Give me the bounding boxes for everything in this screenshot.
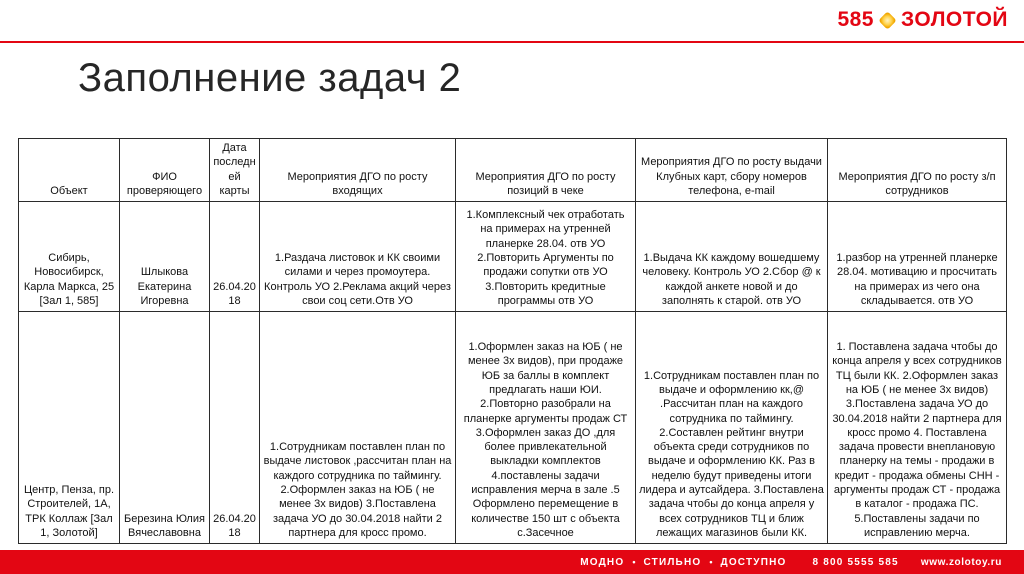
cell-check-positions-actions: 1.Оформлен заказ на ЮБ ( не менее 3х видов), при продаже ЮБ за баллы в комплект предлагать наши ЮИ. 2.Повторно разобрали на планерке аргументы продаж СТ 3.Оформлен заказ ДО ,для более привлекательной выкладки комплектов 4.поставлены задачи исправления мерча в зале .5 Оформлено перемещение в количестве 150 шт с объекта с.Засечное bbox=[456, 312, 636, 544]
brand-name: ЗОЛОТОЙ bbox=[901, 8, 1008, 31]
gold-diamond-icon bbox=[878, 11, 896, 29]
table-row bbox=[19, 312, 1007, 544]
footer-phone: 8 800 5555 585 bbox=[812, 556, 899, 568]
cell-club-cards-actions: 1.Сотрудникам поставлен план по выдаче и оформлению кк,@ .Рассчитан план на каждого сотрудника по таймингу. 2.Составлен рейтинг внутри объекта среди сотрудников по выдаче и оформлению КК. Раз в неделю будут приведены итоги лидера и аутсайдера. 3.Поставлена задача чтобы до конца апреля у всех сотрудников ТЦ и ближ лежащих магазинов были КК. bbox=[636, 312, 828, 544]
footer-slogan-item: ДОСТУПНО bbox=[720, 556, 787, 568]
footer-slogan-item: СТИЛЬНО bbox=[643, 556, 702, 568]
cell-salary-actions: 1. Поставлена задача чтобы до конца апреля у всех сотрудников ТЦ были КК. 2.Оформлен заказ на ЮБ ( не менее 3х видов) 3.Поставлена задача УО до 30.04.2018 найти 2 партнера для кросс промо 4. Поставлена задача провести внеплановую планерку на темы - продажи в кредит - продажа обмены СНН - аргументы продаж СТ - продажа в каталог - продажа ПС. 5.Поставлены задачи по исправлению мерча. bbox=[828, 312, 1007, 544]
cell-inspector-name: Березина Юлия Вячеславовна bbox=[120, 312, 210, 544]
cell-last-card-date: 26.04.2018 bbox=[210, 312, 260, 544]
footer-website: www.zolotoy.ru bbox=[920, 556, 1002, 568]
table-row bbox=[19, 202, 1007, 312]
cell-object: Сибирь, Новосибирск, Карла Маркса, 25 [Зал 1, 585] bbox=[19, 202, 120, 312]
slide-title: Заполнение задач 2 bbox=[78, 56, 462, 100]
col-header-club-cards-actions: Мероприятия ДГО по росту выдачи Клубных карт, сбору номеров телефона, e-mail bbox=[636, 139, 828, 202]
table-header-row bbox=[19, 139, 1007, 202]
cell-inspector-name: Шлыкова Екатерина Игоревна bbox=[120, 202, 210, 312]
col-header-salary-actions: Мероприятия ДГО по росту з/п сотрудников bbox=[828, 139, 1007, 202]
footer-separator-dot: • bbox=[632, 557, 636, 567]
footer-bar bbox=[0, 550, 1024, 574]
header-divider bbox=[0, 41, 1024, 43]
cell-salary-actions: 1.разбор на утренней планерке 28.04. мотивацию и просчитать на примерах из чего она складывается. отв УО bbox=[828, 202, 1007, 312]
col-header-object: Объект bbox=[19, 139, 120, 202]
tasks-table bbox=[18, 138, 1007, 544]
brand-logo bbox=[837, 8, 1008, 32]
cell-object: Центр, Пенза, пр. Строителей, 1А, ТРК Коллаж [Зал 1, Золотой] bbox=[19, 312, 120, 544]
col-header-inspector-name: ФИО проверяющего bbox=[120, 139, 210, 202]
col-header-incoming-actions: Мероприятия ДГО по росту входящих bbox=[260, 139, 456, 202]
brand-number: 585 bbox=[837, 8, 874, 31]
cell-incoming-actions: 1.Раздача листовок и КК своими силами и через промоутера. Контроль УО 2.Реклама акций через свои соц сети.Отв УО bbox=[260, 202, 456, 312]
cell-club-cards-actions: 1.Выдача КК каждому вошедшему человеку. Контроль УО 2.Сбор @ к каждой анкете новой и до заполнять к старой. отв УО bbox=[636, 202, 828, 312]
col-header-last-card-date: Дата последней карты bbox=[210, 139, 260, 202]
footer-slogan-item: МОДНО bbox=[580, 556, 625, 568]
cell-last-card-date: 26.04.2018 bbox=[210, 202, 260, 312]
footer-separator-dot: • bbox=[709, 557, 713, 567]
col-header-check-positions-actions: Мероприятия ДГО по росту позиций в чеке bbox=[456, 139, 636, 202]
cell-incoming-actions: 1.Сотрудникам поставлен план по выдаче листовок ,рассчитан план на каждого сотрудника по таймингу. 2.Оформлен заказ на ЮБ ( не менее 3х видов) 3.Поставлена задача УО до 30.04.2018 найти 2 партнера для кросс промо. bbox=[260, 312, 456, 544]
cell-check-positions-actions: 1.Комплексный чек отработать на примерах на утренней планерке 28.04. отв УО 2.Повторить Аргументы по продажи сопутки отв УО 3.Повторить кредитные программы отв УО bbox=[456, 202, 636, 312]
